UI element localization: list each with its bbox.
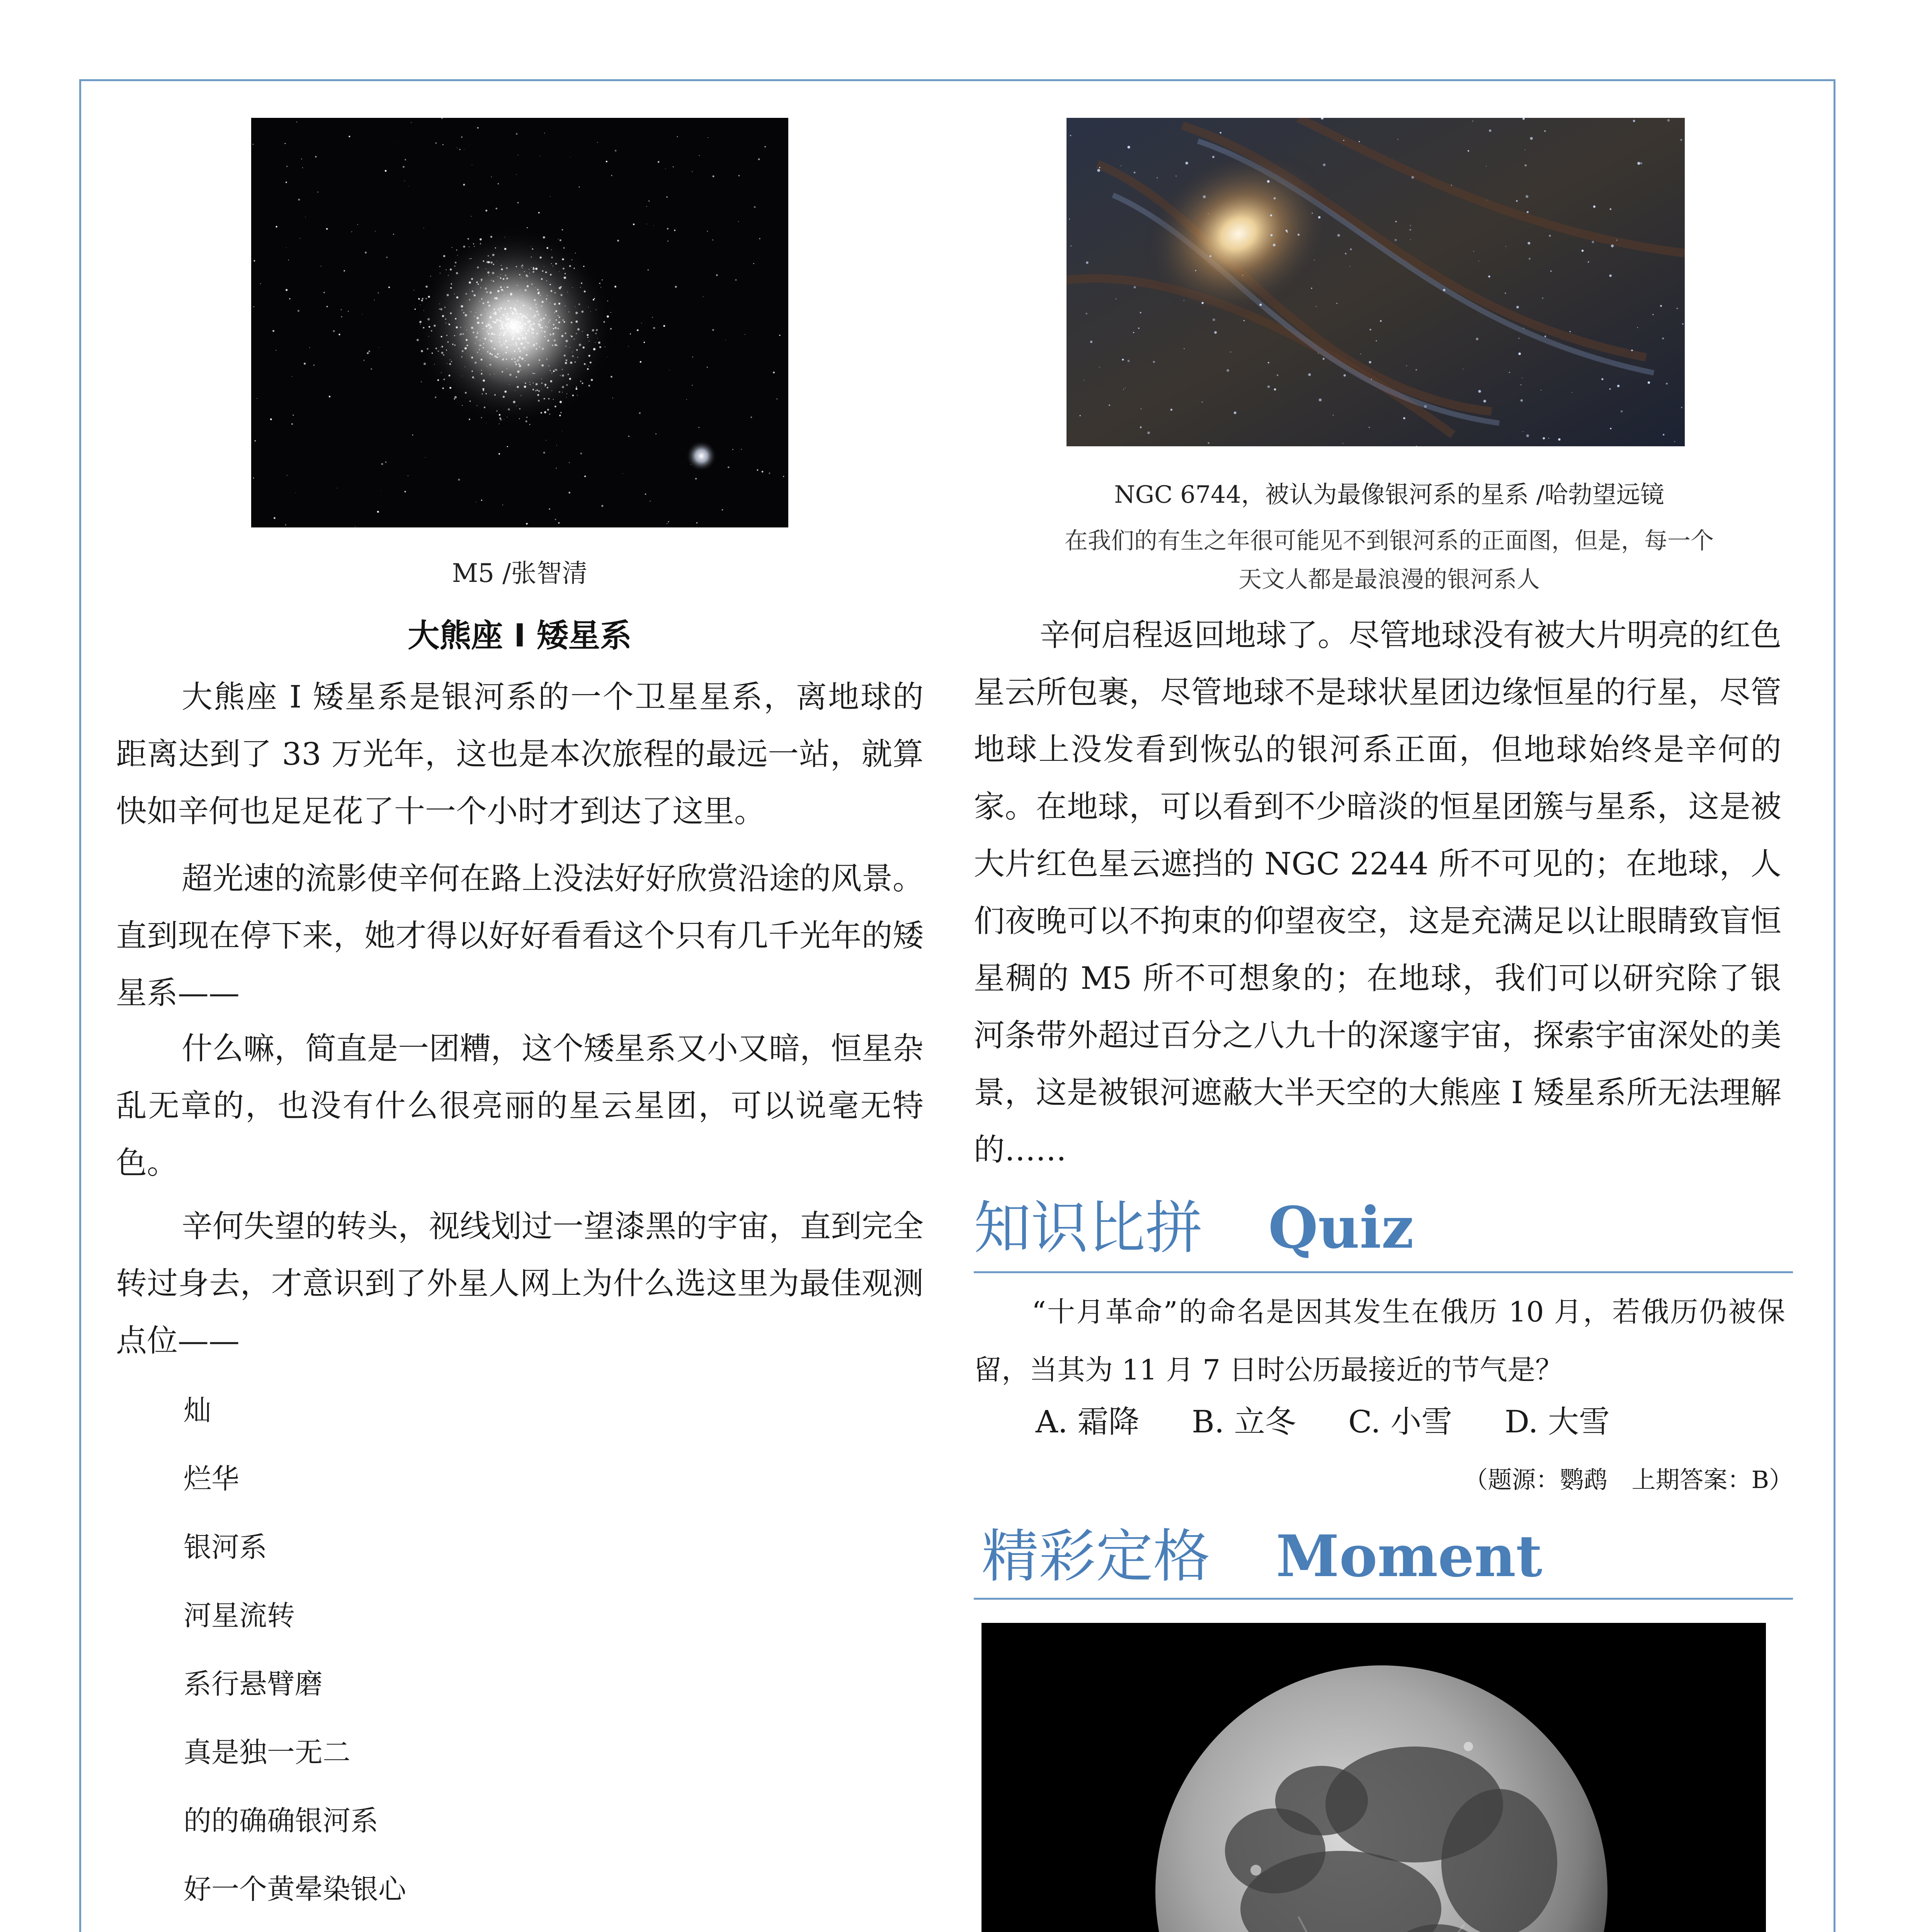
poem-line: 河星流转 [184, 1599, 295, 1632]
quiz-option: A. 霜降 [1036, 1404, 1140, 1440]
poem-line: 灿 [184, 1394, 212, 1427]
paragraph: 大熊座 I 矮星系是银河系的一个卫星星系，离地球的距离达到了 33 万光年，这也是本次旅程的最远一站，就算快如辛何也足足花了十一个小时才到达了这里。 [116, 679, 924, 829]
ngc6744-galaxy-photo [1067, 118, 1685, 446]
section-title: 大熊座 I 矮星系 [408, 617, 632, 654]
paragraph: 辛何失望的转头，视线划过一望漆黑的宇宙，直到完全转过身去，才意识到了外星人网上为什么选这里为最佳观测点位—— [116, 1208, 924, 1359]
subcaption-line: 在我们的有生之年很可能见不到银河系的正面图，但是，每一个 [1065, 527, 1714, 554]
quiz-title-en: Quiz [1268, 1194, 1414, 1261]
poem-line: 的的确确银河系 [184, 1804, 379, 1837]
paragraph: 超光速的流影使辛何在路上没法好好欣赏沿途的风景。直到现在停下来，她才得以好好看看这个只有几千光年的矮星系—— [116, 861, 924, 1011]
poem-line: 好一个黄晕染银心 [184, 1873, 407, 1905]
paragraph: 什么嘛，简直是一团糟，这个矮星系又小又暗，恒星杂乱无章的，也没有什么很亮丽的星云星团，可以说毫无特色。 [116, 1031, 924, 1181]
moment-heading [981, 1511, 1542, 1593]
quiz-heading [974, 1182, 1414, 1264]
m5-cluster-photo [251, 118, 788, 527]
quiz-question: “十月革命”的命名是因其发生在俄历 10 月，若俄历仍被保留，当其为 11 月 7 日时公历最接近的节气是？ [974, 1296, 1785, 1386]
poem [184, 1387, 684, 1932]
quiz-title-cn: 知识比拼 [974, 1195, 1203, 1261]
m5-photo-caption: M5 /张智清 [452, 558, 588, 588]
poem-line: 烂华 [184, 1463, 240, 1495]
moment-title-cn: 精彩定格 [981, 1523, 1210, 1590]
paragraph: 辛何启程返回地球了。尽管地球没有被大片明亮的红色星云所包裹，尽管地球不是球状星团边缘恒星的行星，尽管地球上没发看到恢弘的银河系正面，但地球始终是辛何的家。在地球，可以看到不少暗淡的恒星团簇与星系，这是被大片红色星云遮挡的 NGC 2244 所不可见的；在地球，人们夜晚可以不拘束的仰望夜空，这是充满足以让眼睛致盲恒星稠的 M5 所不可想象的；在地球，我们可以研究除了银河条带外超过百分之八九十的深邃宇宙，探索宇宙深处的美景，这是被银河遮蔽大半天空的大熊座 I 矮星系所无法理解的…… [974, 617, 1781, 1168]
quiz-option: C. 小雪 [1348, 1404, 1453, 1440]
poem-line: 真是独一无二 [184, 1736, 351, 1769]
quiz-options [1036, 1397, 1652, 1441]
ngc6744-photo-subcaption [974, 522, 1805, 599]
poem-line: 系行悬臂磨 [184, 1668, 323, 1700]
moment-title-en: Moment [1276, 1522, 1543, 1590]
moment-rule [974, 1598, 1793, 1600]
quiz-source: （题源：鹦鹉 上期答案：B） [1464, 1466, 1793, 1494]
quiz-option: D. 大雪 [1504, 1404, 1610, 1440]
subcaption-line: 天文人都是最浪漫的银河系人 [1238, 566, 1540, 593]
quiz-rule [974, 1271, 1793, 1273]
supermoon-photo [981, 1623, 1766, 1932]
poem-line: 银河系 [184, 1531, 267, 1563]
ngc6744-photo-caption: NGC 6744，被认为最像银河系的星系 /哈勃望远镜 [1114, 480, 1664, 509]
quiz-option: B. 立冬 [1192, 1404, 1296, 1440]
